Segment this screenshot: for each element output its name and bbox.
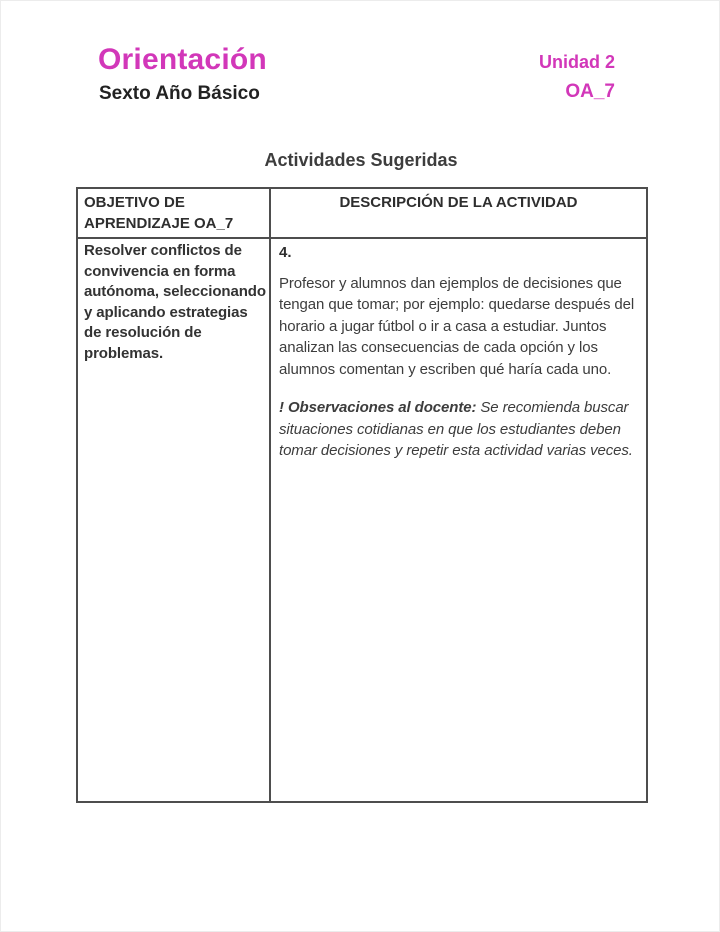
section-title: Actividades Sugeridas — [264, 150, 458, 170]
page-title: Orientación — [98, 43, 267, 76]
activity-description: Profesor y alumnos dan ejemplos de decisiones que tengan que tomar; por ejemplo: quedarse después del horario a jugar fútbol o ir a casa a estudiar. Juntos analizan las consecuencias de cada opción y los alumnos comentan y escriben qué haría cada uno. — [279, 274, 635, 378]
oa-code-label: OA_7 — [565, 81, 615, 102]
column-header-objective: OBJETIVO DE APRENDIZAJE OA_7 — [77, 188, 270, 238]
description-cell — [270, 238, 647, 802]
unit-label: Unidad 2 — [538, 52, 615, 72]
activity-number: 4. — [279, 244, 292, 261]
unit-block — [539, 51, 615, 103]
activities-table — [76, 187, 648, 803]
objective-cell: Resolver conflictos de convivencia en forma autónoma, seleccionando y aplicando estrategias de resolución de problemas. — [77, 238, 270, 802]
table-header-row — [77, 188, 647, 238]
column-header-description: DESCRIPCIÓN DE LA ACTIVIDAD — [270, 188, 647, 238]
teacher-note — [279, 397, 638, 462]
page-subtitle: Sexto Año Básico — [99, 83, 260, 104]
teacher-note-label: ! Observaciones al docente: — [279, 399, 477, 416]
teacher-note-text: Se recomienda buscar situaciones cotidianas en que los estudiantes deben tomar decisiones y repetir esta actividad varias veces. — [279, 399, 633, 459]
table-row — [77, 238, 647, 802]
